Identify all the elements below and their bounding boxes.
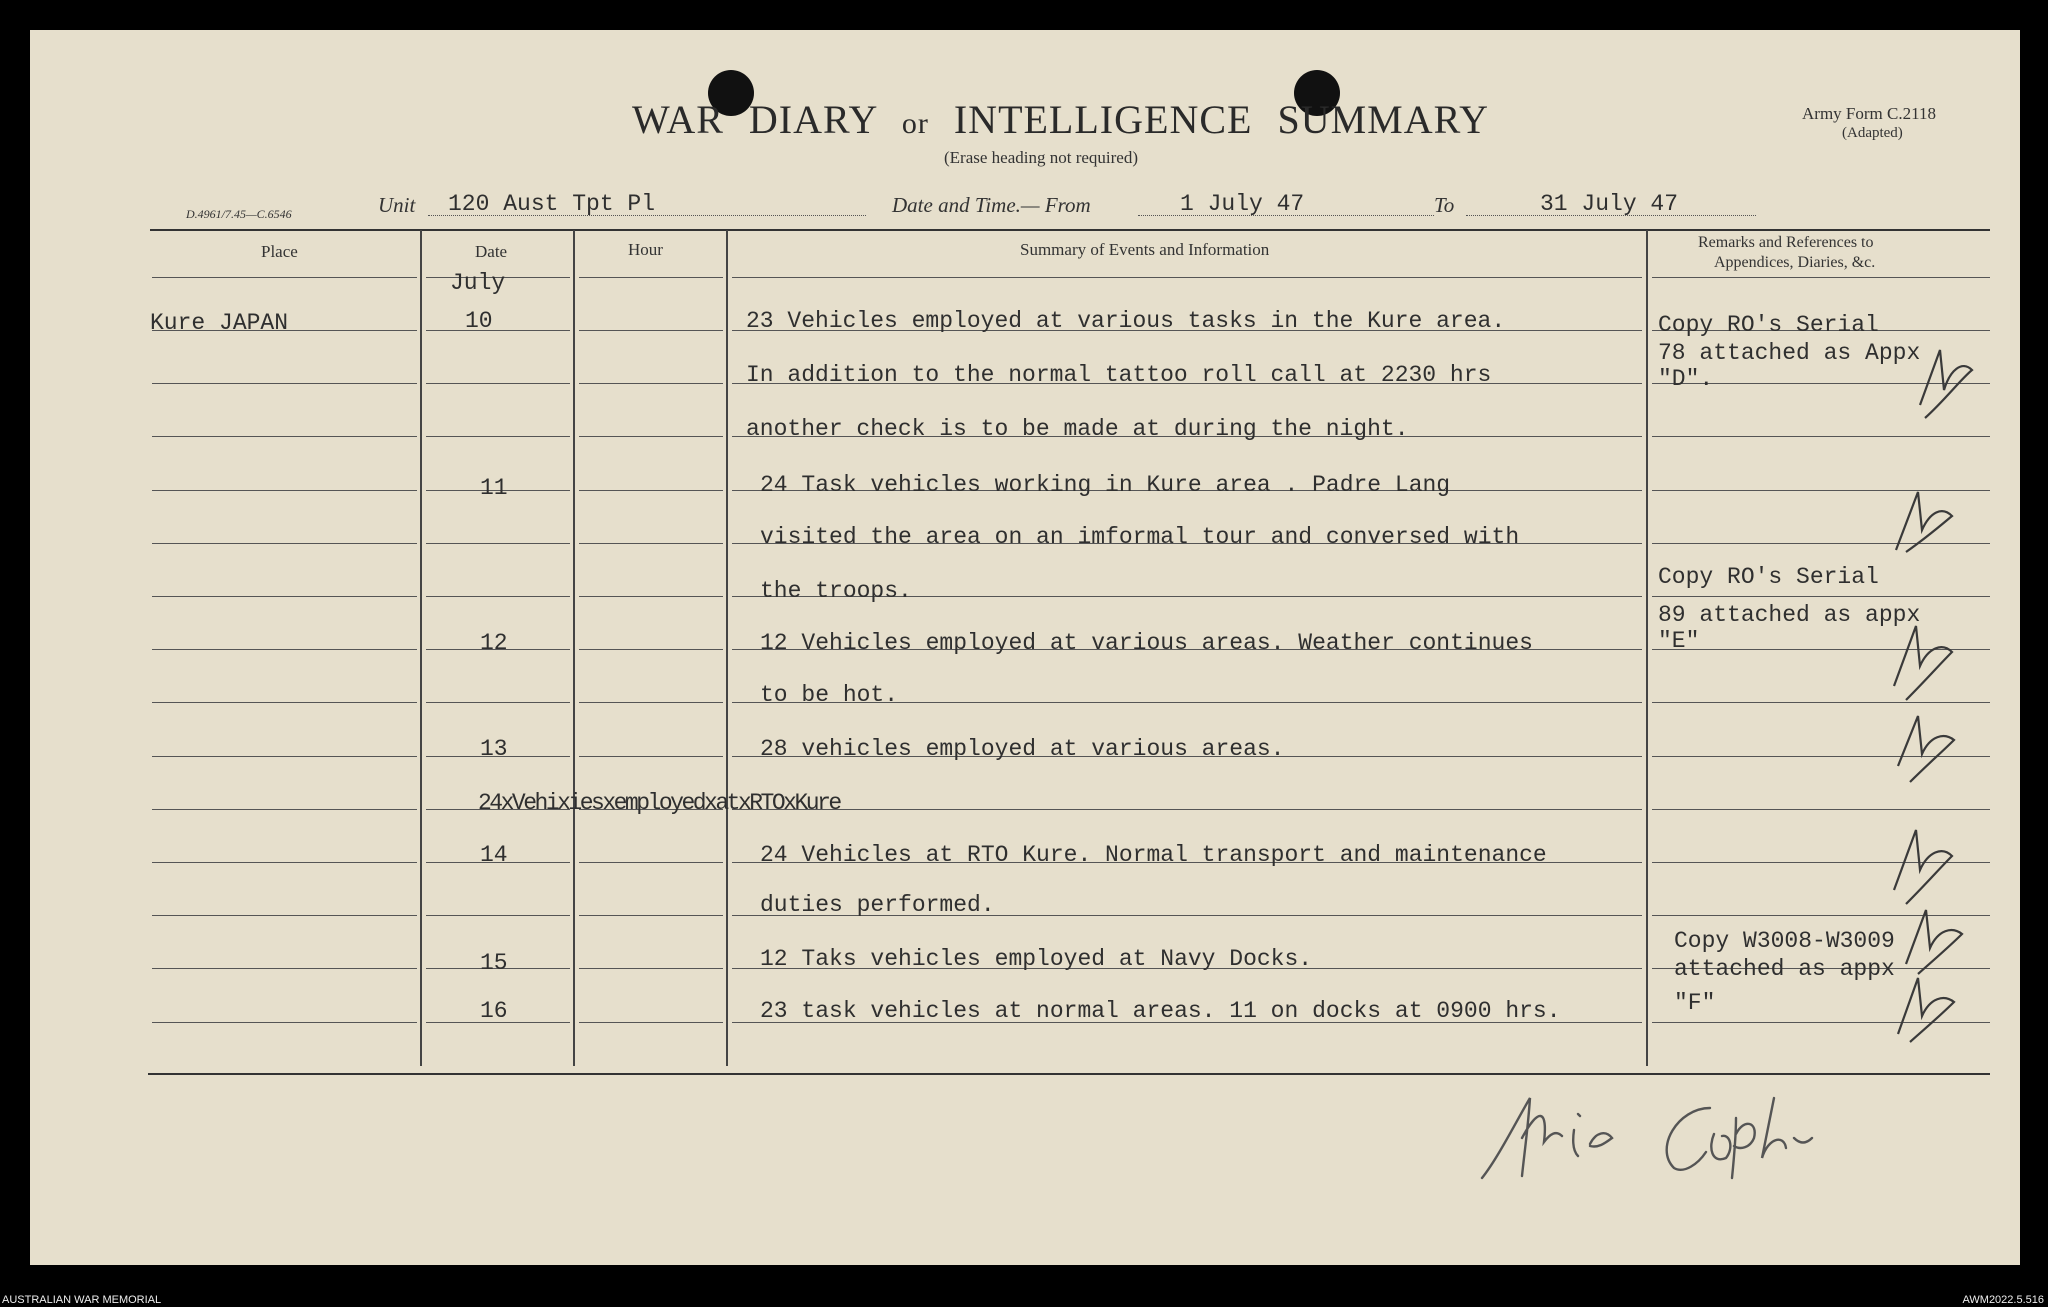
subtitle: (Erase heading not required) <box>944 148 1138 167</box>
ruled-line <box>579 330 723 331</box>
col-divider-hour-summary <box>726 230 728 1066</box>
ruled-line <box>152 915 417 916</box>
remarks-line: Copy RO's Serial <box>1658 564 1879 590</box>
ruled-line <box>152 543 417 544</box>
col-header-remarks-2: Appendices, Diaries, &c. <box>1714 254 1876 271</box>
header-underline <box>579 277 723 278</box>
ruled-line <box>426 543 570 544</box>
ruled-line <box>426 702 570 703</box>
from-underline <box>1138 215 1434 216</box>
ruled-line <box>426 330 570 331</box>
place-value: Kure JAPAN <box>150 310 289 336</box>
title-summary: SUMMARY <box>1277 97 1489 142</box>
ruled-line <box>579 702 723 703</box>
date-time-label: Date and Time.— From <box>892 193 1091 217</box>
remarks-line: "F" <box>1674 990 1716 1016</box>
ruled-line <box>152 756 417 757</box>
ruled-line <box>152 383 417 384</box>
ruled-line <box>1652 436 1990 437</box>
summary-line: duties performed. <box>760 892 995 918</box>
summary-line: 24 Task vehicles working in Kure area . Padre Lang <box>760 472 1451 498</box>
page-title <box>632 96 1489 143</box>
summary-line: 12 Vehicles employed at various areas. Weather continues <box>760 630 1533 656</box>
ruled-line <box>579 915 723 916</box>
date-entry: 11 <box>480 475 508 501</box>
col-divider-summary-remarks <box>1646 230 1648 1066</box>
ruled-line <box>579 649 723 650</box>
summary-line: 24 Vehicles at RTO Kure. Normal transport and maintenance <box>760 842 1547 868</box>
to-value: 31 July 47 <box>1540 191 1679 217</box>
remarks-line: attached as appx <box>1674 956 1895 982</box>
date-entry: 10 <box>465 308 493 334</box>
col-divider-place-date <box>420 230 422 1066</box>
form-code: D.4961/7.45—C.6546 <box>186 207 292 221</box>
table-top-border <box>150 229 1990 231</box>
unit-underline <box>428 215 866 216</box>
date-entry: 15 <box>480 950 508 976</box>
title-intelligence: INTELLIGENCE <box>953 97 1253 142</box>
from-value: 1 July 47 <box>1180 191 1305 217</box>
summary-line: In addition to the normal tattoo roll call at 2230 hrs <box>746 362 1492 388</box>
army-form: Army Form C.2118 <box>1802 104 1936 123</box>
header-underline <box>1652 277 1990 278</box>
to-label: To <box>1434 193 1455 217</box>
ruled-line <box>152 490 417 491</box>
ruled-line <box>426 383 570 384</box>
header-underline <box>152 277 417 278</box>
month-label: July <box>450 270 506 296</box>
ruled-line <box>152 1022 417 1023</box>
adapted-label: (Adapted) <box>1842 125 1903 141</box>
ruled-line <box>426 915 570 916</box>
summary-line: the troops. <box>760 578 912 604</box>
ruled-line <box>152 862 417 863</box>
title-diary: DIARY <box>748 97 877 142</box>
unit-label: Unit <box>378 193 416 217</box>
col-divider-date-hour <box>573 230 575 1066</box>
ruled-line <box>579 543 723 544</box>
ruled-line <box>732 809 1642 810</box>
initials-mark <box>1884 818 1964 908</box>
col-header-summary: Summary of Events and Information <box>1020 240 1270 259</box>
footer-reference: AWM2022.5.516 <box>1962 1294 2044 1306</box>
unit-value: 120 Aust Tpt Pl <box>448 191 656 217</box>
ruled-line <box>579 436 723 437</box>
ruled-line <box>579 490 723 491</box>
struck-out-line: 24xVehixiesxemployedxatxRTOxKure <box>478 790 840 816</box>
col-header-hour: Hour <box>628 240 663 259</box>
summary-line: 23 task vehicles at normal areas. 11 on docks at 0900 hrs. <box>760 998 1561 1024</box>
ruled-line <box>426 436 570 437</box>
remarks-line: Copy RO's Serial <box>1658 312 1879 338</box>
title-war: WAR <box>632 97 724 142</box>
ruled-line <box>579 756 723 757</box>
remarks-line: Copy W3008-W3009 <box>1674 928 1895 954</box>
summary-line: 23 Vehicles employed at various tasks in the Kure area. <box>746 308 1506 334</box>
date-entry: 16 <box>480 998 508 1024</box>
ruled-line <box>152 596 417 597</box>
remarks-line: "E" <box>1658 628 1700 654</box>
ruled-line <box>152 968 417 969</box>
initials-mark <box>1884 614 1964 704</box>
ruled-line <box>426 596 570 597</box>
officer-signature <box>1478 1078 1818 1188</box>
ruled-line <box>1652 596 1990 597</box>
remarks-line: "D". <box>1658 366 1714 392</box>
initials-mark <box>1890 966 1970 1046</box>
col-header-place: Place <box>261 242 298 261</box>
summary-line: 12 Taks vehicles employed at Navy Docks. <box>760 946 1313 972</box>
initials-mark <box>1888 706 1968 786</box>
ruled-line <box>152 436 417 437</box>
date-entry: 14 <box>480 842 508 868</box>
title-or: or <box>901 107 929 140</box>
remarks-line: 89 attached as appx <box>1658 602 1921 628</box>
summary-line: another check is to be made at during the night. <box>746 416 1409 442</box>
ruled-line <box>152 809 417 810</box>
table-bottom-border <box>148 1073 1990 1075</box>
col-header-remarks-1: Remarks and References to <box>1698 234 1874 251</box>
summary-line: 28 vehicles employed at various areas. <box>760 736 1285 762</box>
initials-mark <box>1900 330 1980 420</box>
ruled-line <box>152 649 417 650</box>
ruled-line <box>1652 809 1990 810</box>
footer-credit: AUSTRALIAN WAR MEMORIAL <box>2 1294 162 1306</box>
ruled-line <box>579 968 723 969</box>
ruled-line <box>152 702 417 703</box>
remarks-line: 78 attached as Appx <box>1658 340 1921 366</box>
to-underline <box>1466 215 1756 216</box>
summary-line: visited the area on an imformal tour and conversed with <box>760 524 1520 550</box>
ruled-line <box>579 596 723 597</box>
initials-mark <box>1886 480 1966 560</box>
ruled-line <box>579 1022 723 1023</box>
header-underline <box>732 277 1642 278</box>
date-entry: 13 <box>480 736 508 762</box>
ruled-line <box>579 862 723 863</box>
summary-line: to be hot. <box>760 682 899 708</box>
col-header-date: Date <box>475 242 508 261</box>
ruled-line <box>579 383 723 384</box>
date-entry: 12 <box>480 630 508 656</box>
